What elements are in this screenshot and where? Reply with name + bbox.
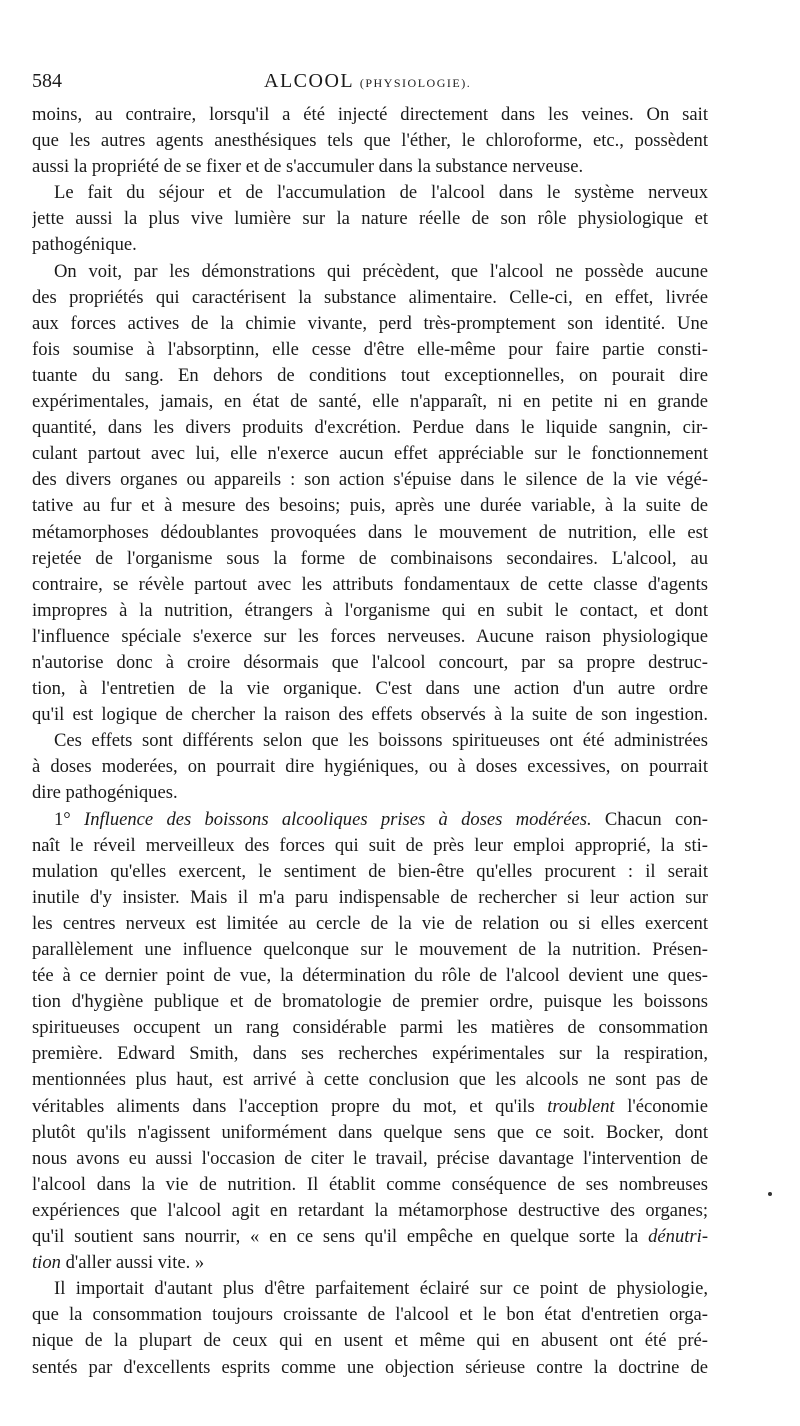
text-line: que les autres agents anesthésiques tels que l'éther, le chloroforme, etc., possèdent [32,130,708,152]
text-line [32,1224,708,1250]
line-text: d'aller aussi vite. » [65,1252,205,1274]
text-line: dire pathogéniques. [32,782,178,804]
text-line: tative au fur et à mesure des besoins; puis, après une durée variable, à la suite de [32,495,708,517]
text-line: tuante du sang. En dehors de conditions tout exceptionnelles, on pourait dire [32,364,708,386]
text-line: expériences que l'alcool agit en retardant la métamorphose destructive des organes; [32,1199,708,1221]
section-number: 1° [54,808,71,830]
text-line: quantité, dans les divers produits d'excrétion. Perdue dans le liquide sangnin, cir- [32,417,708,439]
text-line: On voit, par les démonstrations qui précèdent, que l'alcool ne possède aucune [54,260,708,282]
text-line: première. Edward Smith, dans ses recherches expérimentales sur la respiration, [32,1043,708,1065]
line-text: l'économie [627,1095,708,1117]
line-text: Chacun con- [604,808,708,830]
text-line: des propriétés qui caractérisent la substance alimentaire. Celle-ci, en effet, livrée [32,286,708,308]
page-number: 584 [32,70,62,92]
emphasis-text: dénutri- [648,1226,708,1248]
text-line: que la consommation toujours croissante de l'alcool et le bon état d'entretien orga- [32,1304,708,1326]
text-line: contraire, se révèle partout avec les attributs fondamentaux de cette classe d'agents [32,573,708,595]
document-page [32,0,708,1426]
line-text: véritables aliments dans l'acception propre du mot, et qu'ils [32,1095,535,1117]
text-line: aux forces actives de la chimie vivante, perd très-promptement son identité. Une [32,312,708,334]
text-line: expérimentales, jamais, en état de santé, elle n'apparaît, ni en petite ni en grande [32,391,708,413]
text-line: Il importait d'autant plus d'être parfaitement éclairé sur ce point de physiologie, [54,1278,708,1300]
text-line [32,1094,708,1120]
text-line: spiritueuses occupent un rang considérable parmi les matières de consommation [32,1017,708,1039]
text-line: tée à ce dernier point de vue, la détermination du rôle de l'alcool devient une ques- [32,965,708,987]
text-line: des divers organes ou appareils : son action s'épuise dans le silence de la vie végé- [32,469,708,491]
section-title: Influence des boissons alcooliques prises à doses modérées. [84,808,592,830]
text-line: naît le réveil merveilleux des forces qui suit de près leur emploi approprié, la sti- [32,834,708,856]
running-title-sub: (PHYSIOLOGIE). [359,76,472,90]
text-line: Le fait du séjour et de l'accumulation de l'alcool dans le système nerveux [54,182,708,204]
text-line: mulation qu'elles exercent, le sentiment de bien-être qu'elles procurent : il serait [32,860,708,882]
text-line: nous avons eu aussi l'occasion de citer le travail, précise davantage l'intervention de [32,1147,708,1169]
text-line: l'influence spéciale s'exerce sur les forces nerveuses. Aucune raison physiologique [32,625,708,647]
text-line: impropres à la nutrition, étrangers à l'organisme qui en subit le contact, et dont [32,599,708,621]
text-line: tion, à l'entretien de la vie organique. C'est dans une action d'un autre ordre [32,678,708,700]
text-line: qu'il est logique de chercher la raison des effets observés à la suite de son ingestion. [32,704,708,726]
text-line: tion d'hygiène publique et de bromatologie de premier ordre, puisque les boissons [32,991,708,1013]
emphasis-text: tion [32,1252,61,1274]
text-line: inutile d'y insister. Mais il m'a paru indispensable de rechercher si leur action sur [32,886,708,908]
text-line: nique de la plupart de ceux qui en usent et même qui en abusent ont été pré- [32,1330,708,1352]
text-line: à doses moderées, on pourrait dire hygiéniques, ou à doses excessives, on pourrait [32,756,708,778]
text-line: jette aussi la plus vive lumière sur la nature réelle de son rôle physiologique et [32,208,708,230]
body-text [32,102,708,1381]
running-title [264,70,471,93]
text-line: n'autorise donc à croire désormais que l'alcool concourt, par sa propre destruc- [32,651,708,673]
text-line: métamorphoses dédoublantes provoquées dans le mouvement de nutrition, elle est [32,521,708,543]
text-line: mentionnées plus haut, est arrivé à cette conclusion que les alcools ne sont pas de [32,1069,708,1091]
text-line: fois soumise à l'absorptinn, elle cesse d'être elle-même pour faire partie consti- [32,338,708,360]
text-line: Ces effets sont différents selon que les boissons spiritueuses ont été administrées [54,730,708,752]
running-title-main: ALCOOL [264,70,354,92]
text-line [32,807,708,833]
text-line: les centres nerveux est limitée au cercle de la vie de relation ou si elles exercent [32,912,708,934]
text-line: sentés par d'excellents esprits comme une objection sérieuse contre la doctrine de [32,1356,708,1378]
text-line [32,1250,708,1276]
text-line: culant partout avec lui, elle n'exerce aucun effet appréciable sur le fonctionnement [32,443,708,465]
page-header [32,70,708,100]
text-line: aussi la propriété de se fixer et de s'accumuler dans la substance nerveuse. [32,156,584,178]
text-line: moins, au contraire, lorsqu'il a été injecté directement dans les veines. On sait [32,104,708,125]
text-line: pathogénique. [32,234,137,256]
line-text: qu'il soutient sans nourrir, « en ce sens qu'il empêche en quelque sorte la [32,1226,639,1248]
text-line: l'alcool dans la vie de nutrition. Il établit comme conséquence de ses nombreuses [32,1173,708,1195]
emphasis-text: troublent [547,1095,615,1117]
text-line: plutôt qu'ils n'agissent uniformément dans quelque sens que ce soit. Bocker, dont [32,1121,708,1143]
text-line: rejetée de l'organisme sous la forme de combinaisons secondaires. L'alcool, au [32,547,708,569]
text-line: parallèlement une influence quelconque sur le mouvement de la nutrition. Présen- [32,939,708,960]
margin-dot [768,1192,772,1196]
